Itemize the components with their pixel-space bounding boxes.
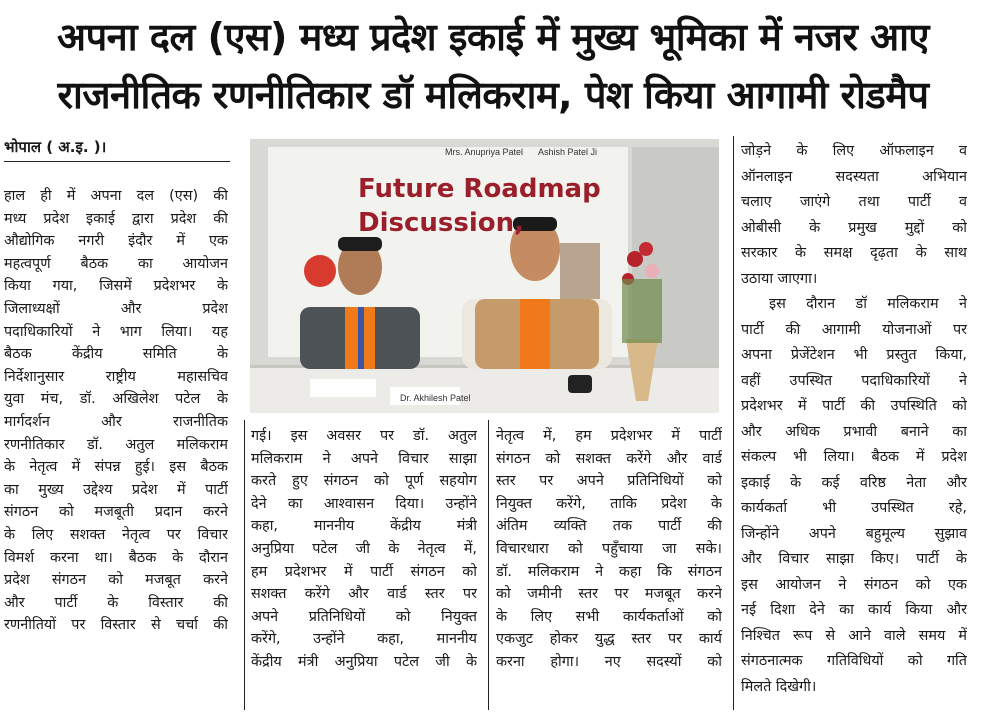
article-line: को जमीनी स्तर पर मजबूत करने xyxy=(496,586,722,603)
article-line: और अधिक प्रभावी बनाने का xyxy=(741,423,967,440)
article-line: औद्योगिक नगरी इंदौर में एक xyxy=(4,233,228,250)
article-line: कार्यकर्ता भी उपस्थित रहे, xyxy=(741,500,967,516)
article-line: और विचार साझा किए। पार्टी के xyxy=(741,551,967,567)
article-line: नियुक्त करेंगे, ताकि प्रदेश के xyxy=(496,495,722,512)
article-line: प्रदेश संगठन को मजबूत करने xyxy=(4,572,228,589)
banner-title-line-2: Discussion, xyxy=(358,208,525,238)
article-line: जिन्होंने अपने बहुमूल्य सुझाव xyxy=(741,525,967,542)
article-line: कहा, माननीय केंद्रीय मंत्री xyxy=(251,518,477,535)
article-line: उठाया जाएगा। xyxy=(741,270,818,287)
banner-title-line-1: Future Roadmap xyxy=(358,174,601,204)
article-line: इकाई के कई वरिष्ठ नेता और xyxy=(741,474,967,491)
article-line: स्तर पर अपने प्रतिनिधियों को xyxy=(496,473,722,490)
article-line: सशक्त करेंगे और वार्ड स्तर पर xyxy=(251,586,477,603)
article-column-3 xyxy=(496,425,722,713)
article-line: अनुप्रिया पटेल जी के नेतृत्व में, xyxy=(251,540,477,557)
article-line: पार्टी की आगामी योजनाओं पर xyxy=(741,321,967,338)
article-line: इस आयोजन ने संगठन को एक xyxy=(741,576,967,593)
article-line: सरकार के समक्ष दृढ़ता के साथ xyxy=(741,245,967,261)
article-line: वहीं उपस्थित पदाधिकारियों ने xyxy=(741,372,967,389)
article-line: मलिकराम ने अपने विचार साझा xyxy=(251,450,477,467)
article-line: निश्चित रूप से आने वाले समय में xyxy=(741,627,967,644)
photo-scene xyxy=(250,139,719,413)
article-line: संगठनात्मक गतिविधियों को गति xyxy=(741,653,967,669)
article-line: विमर्श करना था। बैठक के दौरान xyxy=(4,549,228,566)
article-line: करना होगा। नए सदस्यों को xyxy=(496,653,722,670)
article-line: नई दिशा देने का कार्य किया और xyxy=(741,602,967,618)
article-line: गई। इस अवसर पर डॉ. अतुल xyxy=(251,428,477,444)
article-line: देने का आश्वासन दिया। उन्होंने xyxy=(251,495,477,512)
article-line: के नेतृत्व में संपन्न हुई। इस बैठक xyxy=(4,459,228,476)
name-tag-left: Mrs. Anupriya Patel xyxy=(445,147,524,157)
article-line: जिलाध्यक्षों और प्रदेश xyxy=(4,300,228,317)
article-line: के लिए सभी कार्यकर्ताओं को xyxy=(496,608,722,625)
article-line: करते हुए संगठन को पूर्ण सहयोग xyxy=(251,473,477,490)
article-line: ऑनलाइन सदस्यता अभियान xyxy=(741,168,967,185)
article-column-1 xyxy=(4,185,228,713)
article-line: किया गया, जिसमें प्रदेशभर के xyxy=(4,278,228,295)
article-line: रणनीतिकार डॉ. अतुल मलिकराम xyxy=(4,436,228,453)
article-line: अपना प्रेजेंटेशन भी प्रस्तुत किया, xyxy=(741,347,967,363)
article-line: अपने प्रतिनिधियों को नियुक्त xyxy=(251,608,477,625)
article-line: महत्वपूर्ण बैठक का आयोजन xyxy=(4,255,228,272)
article-line: करेंगे, उन्होंने कहा, माननीय xyxy=(251,631,477,648)
article-line: युवा मंच, डॉ. अखिलेश पटेल के xyxy=(4,391,228,408)
dateline-rule xyxy=(4,161,230,162)
column-divider-1 xyxy=(244,420,245,710)
article-line: मार्गदर्शन और राजनीतिक xyxy=(4,413,228,430)
article-line: ओबीसी के प्रमुख मुद्दों को xyxy=(741,219,967,236)
column-divider-2 xyxy=(488,420,489,710)
article-line: बैठक केंद्रीय समिति के xyxy=(4,346,228,363)
headline-line-1: अपना दल (एस) मध्य प्रदेश इकाई में मुख्य भूमिका में नजर आए xyxy=(57,15,929,59)
article-line: के लिए सशक्त नेतृत्व पर विचार xyxy=(4,526,228,543)
article-line: पदाधिकारियों ने भाग लिया। यह xyxy=(4,323,228,340)
article-line: जोड़ने के लिए ऑफलाइन व xyxy=(741,143,967,159)
article-line: प्रदेशभर में पार्टी की उपस्थिति को xyxy=(741,398,967,414)
article-line: केंद्रीय मंत्री अनुप्रिया पटेल जी के xyxy=(251,653,477,670)
article-line: का मुख्य उद्देश्य प्रदेश में पार्टी xyxy=(4,481,228,498)
article-line: हम प्रदेशभर में पार्टी संगठन को xyxy=(251,563,477,580)
dateline: भोपाल ( अ.इ. )। xyxy=(4,138,107,156)
article-line: विचारधारा को पहुँचाया जा सके। xyxy=(496,540,722,557)
article-line: संकल्प भी लिया। बैठक में प्रदेश xyxy=(741,449,967,465)
column-divider-3 xyxy=(733,136,734,710)
article-line: इस दौरान डॉ मलिकराम ने xyxy=(769,296,967,312)
article-column-2 xyxy=(251,425,477,713)
article-line: चलाए जाएंगे तथा पार्टी व xyxy=(741,194,967,210)
name-tag-right: Ashish Patel Ji xyxy=(538,147,598,157)
article-line: निर्देशानुसार राष्ट्रीय महासचिव xyxy=(4,368,228,385)
article-line: और पार्टी के विस्तार की xyxy=(4,594,228,611)
article-column-4 xyxy=(741,139,967,713)
article-line: संगठन को मजबूती प्रदान करने xyxy=(4,504,228,521)
nameplate: Dr. Akhilesh Patel xyxy=(400,393,471,403)
article-line: मध्य प्रदेश इकाई द्वारा प्रदेश की xyxy=(4,210,228,227)
article-line: मिलते दिखेगी। xyxy=(741,678,817,695)
article-photo xyxy=(250,139,719,413)
article-line: नेतृत्व में, हम प्रदेशभर में पार्टी xyxy=(496,428,722,444)
article-line: संगठन को सशक्त करेंगे और वार्ड xyxy=(496,450,722,467)
article-line: डॉ. मलिकराम ने कहा कि संगठन xyxy=(496,563,722,580)
article-line: एकजुट होकर युद्ध स्तर पर कार्य xyxy=(496,631,722,648)
article-line: अंतिम व्यक्ति तक पार्टी की xyxy=(496,518,722,535)
article-line: हाल ही में अपना दल (एस) की xyxy=(4,188,228,204)
article-line: रणनीतियों पर विस्तार से चर्चा की xyxy=(4,617,228,634)
headline-line-2: राजनीतिक रणनीतिकार डॉ मलिकराम, पेश किया आगामी रोडमैप xyxy=(57,73,929,117)
